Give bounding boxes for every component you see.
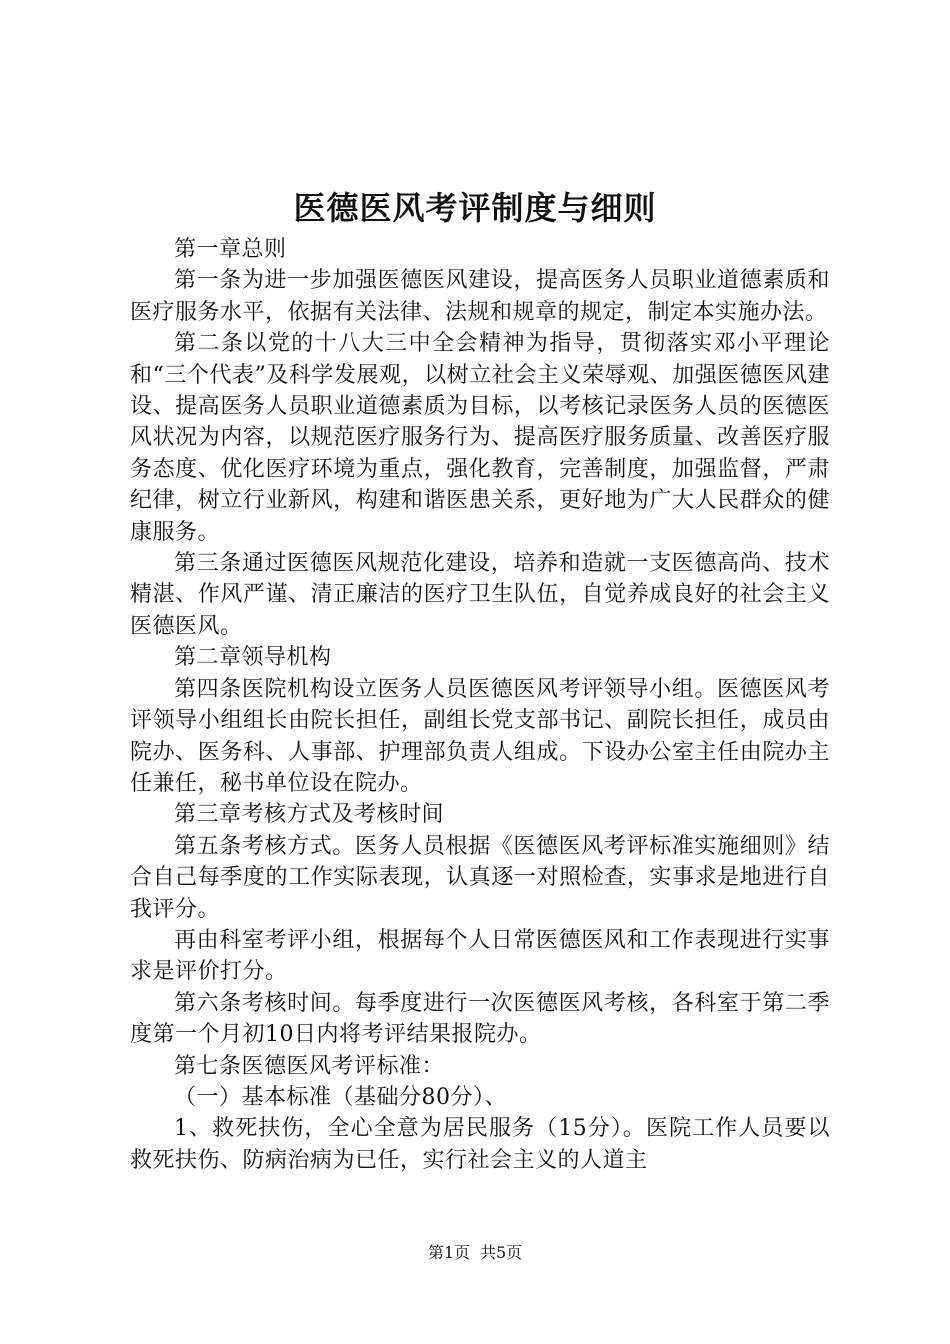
page-number: 第1页 xyxy=(427,1243,470,1262)
paragraph: 第三条通过医德医风规范化建设，培养和造就一支医德高尚、技术精湛、作风严谨、清正廉洁的医疗卫生队伍，自觉养成良好的社会主义医德医风。 xyxy=(130,551,830,639)
chapter-heading: 第一章总则 xyxy=(174,237,287,262)
page-footer xyxy=(0,1241,950,1265)
document-body xyxy=(130,234,830,1176)
chapter-heading: 第二章领导机构 xyxy=(174,645,332,671)
paragraph: 第五条考核方式。医务人员根据《医德医风考评标准实施细则》结合自己每季度的工作实际表现，认真逐一对照检查，实事求是地进行自我评分。 xyxy=(130,833,830,922)
page-total: 共5页 xyxy=(480,1243,523,1262)
paragraph: 第六条考核时间。每季度进行一次医德医风考核，各科室于第二季度第一个月初10日内将考评结果报院办。 xyxy=(130,990,830,1048)
paragraph: 第七条医德医风考评标准： xyxy=(174,1053,445,1079)
document-title: 医德医风考评制度与细则 xyxy=(293,189,657,227)
chapter-heading: 第三章考核方式及考核时间 xyxy=(174,802,445,828)
paragraph: 第一条为进一步加强医德医风建设，提高医务人员职业道德素质和医疗服务水平，依据有关法律、法规和规章的规定，制定本实施办法。 xyxy=(130,268,830,325)
paragraph: 第四条医院机构设立医务人员医德医风考评领导小组。医德医风考评领导小组组长由院长担任，副组长党支部书记、副院长担任，成员由院办、医务科、人事部、护理部负责人组成。下设办公室主任由院办主任兼任，秘书单位设在院办。 xyxy=(130,676,830,796)
paragraph: 第二条以党的十八大三中全会精神为指导，贯彻落实邓小平理论和“三个代表”及科学发展观，以树立社会主义荣辱观、加强医德医风建设、提高医务人员职业道德素质为目标，以考核记录医务人员的医德医风状况为内容，以规范医疗服务行为、提高医疗服务质量、改善医疗服务态度、优化医疗环境为重点，强化教育，完善制度，加强监督，严肃纪律，树立行业新风，构建和谐医患关系，更好地为广大人民群众的健康服务。 xyxy=(130,331,830,545)
paragraph: 1、救死扶伤，全心全意为居民服务（15分）。医院工作人员要以救死扶伤、防病治病为已任，实行社会主义的人道主 xyxy=(130,1116,830,1173)
paragraph: 再由科室考评小组，根据每个人日常医德医风和工作表现进行实事求是评价打分。 xyxy=(130,927,830,985)
paragraph: （一）基本标准（基础分80分）、 xyxy=(174,1084,507,1110)
